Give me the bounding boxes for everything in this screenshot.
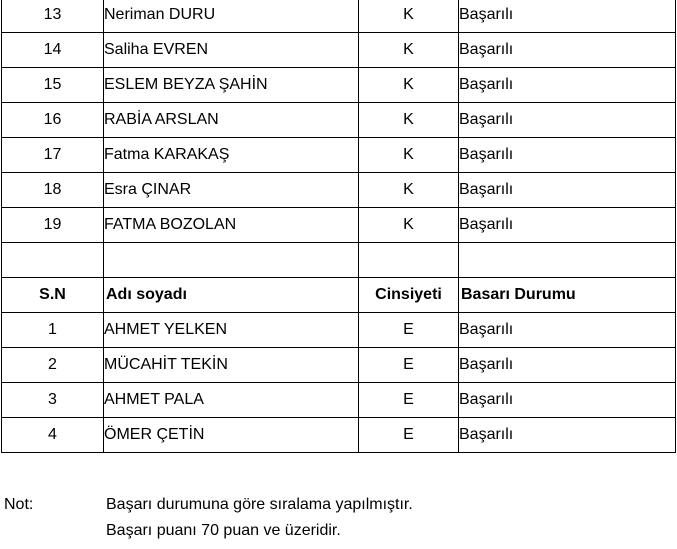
row-sn: 19 [2,208,104,243]
row-sn: 1 [2,313,104,348]
table-row [2,208,676,243]
row-status: Başarılı [459,68,676,103]
row-name: RABİA ARSLAN [104,103,359,138]
row-gender: K [359,138,459,173]
row-sn: 14 [2,33,104,68]
row-name: AHMET PALA [104,383,359,418]
row-name: ÖMER ÇETİN [104,418,359,453]
row-sn: 4 [2,418,104,453]
header-name: Adı soyadı [104,278,359,313]
row-sn: 17 [2,138,104,173]
row-status: Başarılı [459,138,676,173]
empty-row [2,243,676,278]
row-name: Esra ÇINAR [104,173,359,208]
row-gender: K [359,173,459,208]
row-gender: K [359,68,459,103]
row-name: Fatma KARAKAŞ [104,138,359,173]
row-status: Başarılı [459,383,676,418]
empty-cell [359,243,459,278]
note-line-2: Başarı puanı 70 puan ve üzeridir. [106,522,341,539]
row-status: Başarılı [459,348,676,383]
empty-cell [459,243,676,278]
row-status: Başarılı [459,313,676,348]
table-row [2,348,676,383]
row-sn: 3 [2,383,104,418]
header-status: Basarı Durumu [459,278,676,313]
table-row [2,33,676,68]
row-status: Başarılı [459,418,676,453]
row-status: Başarılı [459,173,676,208]
row-gender: K [359,208,459,243]
table-row [2,173,676,208]
row-gender: E [359,348,459,383]
row-sn: 16 [2,103,104,138]
note-lines [106,492,413,544]
row-gender: E [359,313,459,348]
row-gender: E [359,418,459,453]
row-status: Başarılı [459,33,676,68]
row-sn: 15 [2,68,104,103]
row-sn: 18 [2,173,104,208]
student-results-table [1,0,676,453]
row-gender: E [359,383,459,418]
row-status: Başarılı [459,208,676,243]
header-gender: Cinsiyeti [359,278,459,313]
note-label: Not: [4,496,34,513]
row-name: FATMA BOZOLAN [104,208,359,243]
row-status: Başarılı [459,103,676,138]
row-name: AHMET YELKEN [104,313,359,348]
row-gender: K [359,0,459,33]
empty-cell [104,243,359,278]
row-name: MÜCAHİT TEKİN [104,348,359,383]
table-row [2,0,676,33]
empty-cell [2,243,104,278]
row-name: Saliha EVREN [104,33,359,68]
table-row [2,68,676,103]
table-header-row [2,278,676,313]
note-line-1: Başarı durumuna göre sıralama yapılmıştır. [106,496,413,513]
row-name: Neriman DURU [104,0,359,33]
header-sn: S.N [2,278,104,313]
row-status: Başarılı [459,0,676,33]
table-row [2,418,676,453]
table-row [2,103,676,138]
row-sn: 2 [2,348,104,383]
table-row [2,383,676,418]
table-row [2,313,676,348]
table-row [2,138,676,173]
row-gender: K [359,103,459,138]
row-sn: 13 [2,0,104,33]
row-name: ESLEM BEYZA ŞAHİN [104,68,359,103]
row-gender: K [359,33,459,68]
